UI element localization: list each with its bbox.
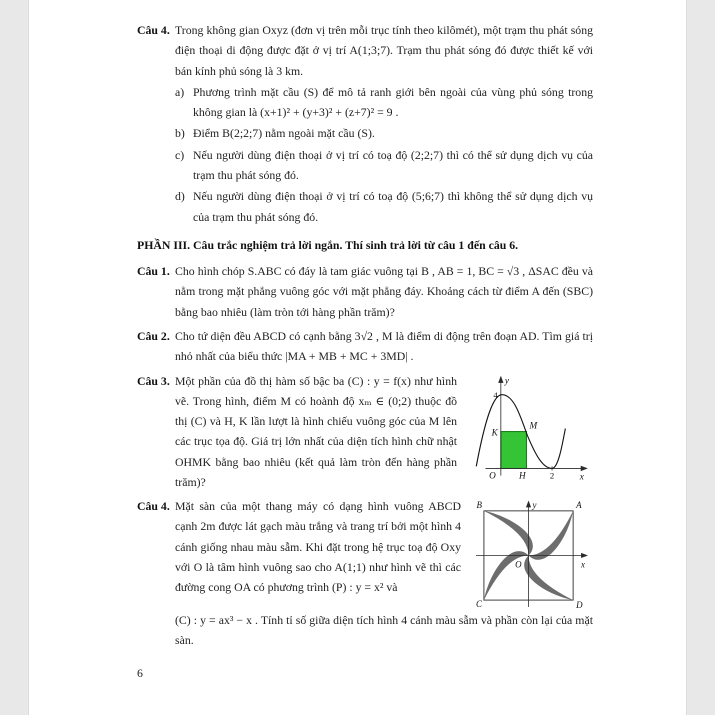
question-2 [137, 326, 593, 367]
question-text: Cho hình chóp S.ABC có đáy là tam giác vuông tại B , AB = 1, BC = √3 , ΔSAC đều và nằm trong mặt phẳng vuông góc với mặt phẳng đáy. Khoảng cách từ điểm A đến (SBC) bằng bao nhiêu (làm tròn tới hàng phần trăm)? [175, 264, 593, 319]
question-label: Câu 3. [137, 373, 170, 388]
question-text: Cho tứ diện đều ABCD có cạnh bằng 3√2 , M là điểm di động trên đoạn AD. Tìm giá trị nhỏ nhất của biểu thức |MA + MB + MC + 3MD| . [175, 328, 593, 364]
point-M-label: M [529, 420, 538, 430]
statement-text: Phương trình mặt cầu (S) để mô tả ranh giới bên ngoài của vùng phủ sóng trong không gian là (x+1)² + (y+3)² + (z+7)² = 9 . [193, 84, 593, 120]
statement-label: a) [175, 84, 185, 99]
x-axis-label: x [579, 471, 584, 482]
corner-A-label: A [576, 500, 582, 511]
question-text: Mặt sàn của một thang máy có dạng hình vuông ABCD cạnh 2m được lát gạch màu trắng và trang trí bởi một hình 4 cánh giống nhau màu sẫm. Khi đặt trong hệ trục toạ độ Oxy với O là tâm hình vuông sao cho A(1;1) như hình vẽ thì các đường cong OA có phương trình (P) : y = x² và [175, 499, 461, 595]
statement-text: Điểm B(2;2;7) nằm ngoài mặt cầu (S). [193, 126, 375, 141]
question-text-continued: (C) : y = ax³ − x . Tính tỉ số giữa diện tích hình 4 cánh màu sẫm và phần còn lại của mặt sàn. [175, 613, 593, 648]
statement-label: d) [175, 189, 185, 204]
corner-C-label: C [475, 599, 482, 610]
statement-text: Nếu người dùng điện thoại ở vị trí có toạ độ (2;2;7) thì có thể sử dụng dịch vụ của trạm thu phát sóng đó. [193, 147, 593, 182]
question-4 [137, 496, 593, 651]
x-axis-arrow-icon [581, 465, 588, 470]
statement-d [175, 186, 593, 227]
scan-edge-right [686, 0, 715, 715]
statement-b [175, 123, 593, 143]
x-axis-label: x [581, 559, 586, 570]
origin-label: O [515, 559, 522, 570]
part3-heading: PHẦN III. Câu trắc nghiệm trả lời ngắn. Thí sinh trả lời từ câu 1 đến câu 6. [137, 237, 519, 252]
pinwheel-blade [524, 556, 573, 601]
point-K-label: K [491, 427, 498, 438]
y-tick-label-4: 4 [493, 389, 498, 400]
question-label: Câu 4. [137, 499, 170, 514]
statement-text: Nếu người dùng điện thoại ở vị trí có toạ độ (5;6;7) thì không thể sử dụng dịch vụ của trạm thu phát sóng đó. [193, 189, 593, 224]
question-part2-4 [137, 20, 593, 227]
pinwheel-blade [484, 551, 529, 600]
pinwheel-figure [469, 496, 593, 610]
question-1 [137, 261, 593, 322]
x-axis-arrow-icon [581, 553, 588, 558]
question-body [175, 20, 593, 227]
x-tick-label-2: 2 [549, 470, 555, 481]
point-H-label: H [519, 470, 526, 481]
y-axis-label: y [532, 500, 537, 511]
question-intro: Trong không gian Oxyz (đơn vị trên mỗi trục tính theo kilômét), một trạm thu phát sóng điện thoại di động được đặt ở vị trí A(1;3;7). Trạm thu phát sóng đó được thiết kế với bán kính phủ sóng là 3 km. [175, 23, 593, 78]
statement-label: b) [175, 126, 185, 141]
statement-c [175, 145, 593, 186]
question-label: Câu 4. [137, 23, 170, 37]
question-label: Câu 1. [137, 264, 170, 279]
page-number: 6 [137, 665, 143, 680]
y-axis-arrow-icon [526, 501, 531, 508]
exam-page [137, 20, 593, 683]
corner-D-label: D [576, 600, 583, 611]
origin-label: O [489, 470, 496, 481]
rectangle-OHMK [501, 431, 527, 468]
question-text: Một phần của đồ thị hàm số bậc ba (C) : y = f(x) như hình vẽ. Trong hình, điểm M có hoành độ xₘ ∈ (0;2) thuộc đồ thị (C) và H, K lần lượt là hình chiếu vuông góc của M lên các trục tọa độ. Giá trị lớn nhất của diện tích hình chữ nhật OHMK bằng bao nhiêu (kết quả làm tròn đến hàng phần trăm)? [175, 373, 457, 489]
scan-edge-left [0, 0, 29, 715]
pinwheel-blade [529, 511, 574, 560]
question-label: Câu 2. [137, 328, 170, 343]
statement-label: c) [175, 147, 185, 162]
y-axis-label: y [504, 374, 510, 385]
statement-a [175, 82, 593, 123]
y-axis-arrow-icon [498, 375, 503, 382]
question-3 [137, 371, 593, 493]
cubic-graph-figure [465, 371, 593, 486]
pinwheel-blade [484, 511, 533, 556]
corner-B-label: B [476, 500, 482, 511]
